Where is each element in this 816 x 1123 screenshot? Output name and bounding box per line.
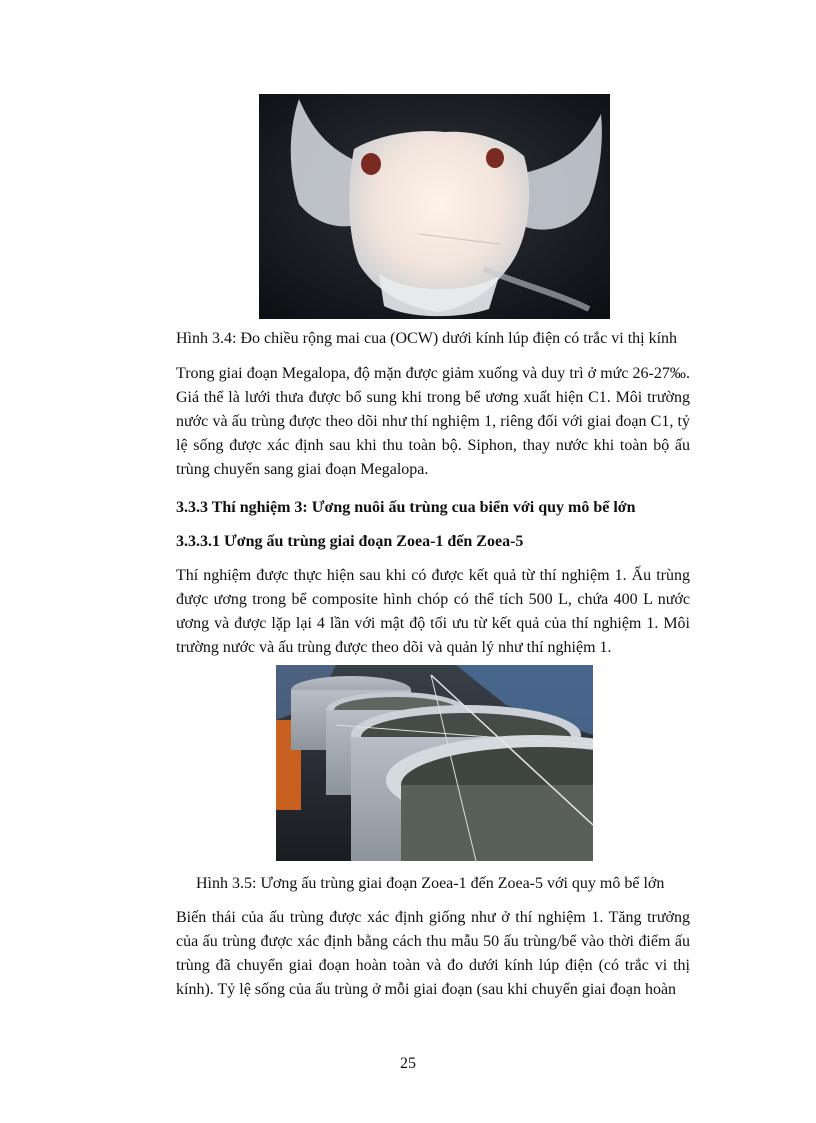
section-heading: 3.3.3 Thí nghiệm 3: Ương nuôi ấu trùng cua biển với quy mô bể lớn: [176, 499, 636, 516]
larval-tanks-photo: [276, 665, 593, 861]
figure-caption: Hình 3.5: Ương ấu trùng giai đoạn Zoea-1 đến Zoea-5 với quy mô bể lớn: [196, 875, 665, 892]
crab-larva-photo: [259, 94, 610, 319]
body-paragraph: Biến thái của ấu trùng được xác định giống như ở thí nghiệm 1. Tăng trưởng của ấu trùng được xác định bằng cách thu mẫu 50 ấu trùng/bể vào thời điểm ấu trùng đã chuyển giai đoạn hoàn toàn và đo dưới kính lúp điện (có trắc vi thị kính). Tỷ lệ sống của ấu trùng ở mỗi giai đoạn (sau khi chuyển giai đoạn hoàn: [176, 909, 690, 998]
body-paragraph: Trong giai đoạn Megalopa, độ mặn được giảm xuống và duy trì ở mức 26-27‰. Giá thể là lưới thưa được bổ sung khi trong bể ương xuất hiện C1. Môi trường nước và ấu trùng được theo dõi như thí nghiệm 1, riêng đối với giai đoạn C1, tỷ lệ sống được xác định sau khi thu toàn bộ. Siphon, thay nước khi toàn bộ ấu trùng chuyển sang giai đoạn Megalopa.: [176, 365, 690, 478]
body-paragraph: Thí nghiệm được thực hiện sau khi có được kết quả từ thí nghiệm 1. Ấu trùng được ương trong bể composite hình chóp có thể tích 500 L, chứa 400 L nước ương và được lặp lại 4 lần với mật độ tối ưu từ kết quả của thí nghiệm 1. Môi trường nước và ấu trùng được theo dõi và quản lý như thí nghiệm 1.: [176, 567, 690, 656]
subsection-heading: 3.3.3.1 Ương ấu trùng giai đoạn Zoea-1 đến Zoea-5: [176, 533, 524, 550]
figure-caption: Hình 3.4: Đo chiều rộng mai cua (OCW) dưới kính lúp điện có trắc vi thị kính: [176, 330, 678, 347]
page-number: 25: [400, 1055, 416, 1072]
